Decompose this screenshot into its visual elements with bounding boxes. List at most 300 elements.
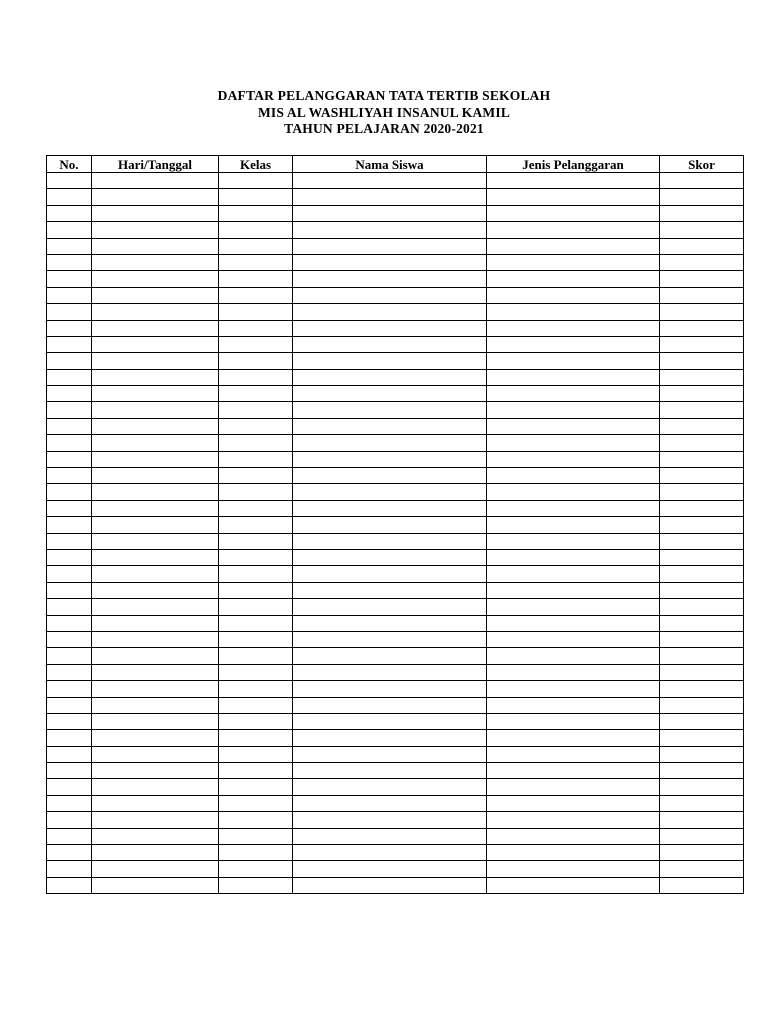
table-cell[interactable] xyxy=(487,222,660,238)
table-cell[interactable] xyxy=(47,336,92,352)
table-row xyxy=(47,795,744,811)
column-header-score: Skor xyxy=(660,156,744,173)
table-cell[interactable] xyxy=(660,402,744,418)
table-cell[interactable] xyxy=(487,418,660,434)
table-cell[interactable] xyxy=(92,812,219,828)
table-cell[interactable] xyxy=(47,189,92,205)
table-cell[interactable] xyxy=(47,763,92,779)
table-cell[interactable] xyxy=(487,451,660,467)
table-cell[interactable] xyxy=(660,795,744,811)
table-cell[interactable] xyxy=(92,386,219,402)
table-cell[interactable] xyxy=(293,468,487,484)
table-cell[interactable] xyxy=(47,418,92,434)
table-cell[interactable] xyxy=(293,795,487,811)
table-cell[interactable] xyxy=(487,845,660,861)
table-cell[interactable] xyxy=(293,648,487,664)
table-cell[interactable] xyxy=(219,386,293,402)
table-cell[interactable] xyxy=(92,713,219,729)
table-cell[interactable] xyxy=(219,173,293,189)
table-cell[interactable] xyxy=(293,631,487,647)
table-row xyxy=(47,205,744,221)
table-cell[interactable] xyxy=(487,320,660,336)
table-row xyxy=(47,353,744,369)
table-cell[interactable] xyxy=(219,713,293,729)
table-cell[interactable] xyxy=(660,386,744,402)
table-cell[interactable] xyxy=(92,500,219,516)
table-cell[interactable] xyxy=(293,599,487,615)
table-row xyxy=(47,336,744,352)
table-cell[interactable] xyxy=(660,468,744,484)
table-cell[interactable] xyxy=(92,549,219,565)
table-cell[interactable] xyxy=(219,336,293,352)
table-cell[interactable] xyxy=(487,631,660,647)
table-cell[interactable] xyxy=(219,599,293,615)
table-cell[interactable] xyxy=(47,828,92,844)
table-cell[interactable] xyxy=(487,713,660,729)
table-cell[interactable] xyxy=(47,173,92,189)
table-cell[interactable] xyxy=(293,500,487,516)
table-cell[interactable] xyxy=(92,304,219,320)
table-row xyxy=(47,730,744,746)
table-cell[interactable] xyxy=(660,353,744,369)
table-cell[interactable] xyxy=(660,533,744,549)
table-cell[interactable] xyxy=(92,861,219,877)
table-cell[interactable] xyxy=(92,418,219,434)
table-cell[interactable] xyxy=(92,451,219,467)
table-cell[interactable] xyxy=(47,599,92,615)
table-cell[interactable] xyxy=(92,222,219,238)
table-cell[interactable] xyxy=(92,173,219,189)
table-cell[interactable] xyxy=(293,336,487,352)
table-cell[interactable] xyxy=(660,549,744,565)
table-cell[interactable] xyxy=(293,205,487,221)
table-cell[interactable] xyxy=(660,615,744,631)
table-cell[interactable] xyxy=(92,795,219,811)
table-row xyxy=(47,877,744,893)
table-cell[interactable] xyxy=(660,713,744,729)
table-cell[interactable] xyxy=(47,484,92,500)
table-cell[interactable] xyxy=(92,533,219,549)
table-row xyxy=(47,615,744,631)
table-cell[interactable] xyxy=(47,238,92,254)
table-cell[interactable] xyxy=(660,173,744,189)
table-cell[interactable] xyxy=(47,648,92,664)
table-cell[interactable] xyxy=(487,566,660,582)
table-cell[interactable] xyxy=(293,877,487,893)
table-cell[interactable] xyxy=(219,828,293,844)
table-cell[interactable] xyxy=(219,402,293,418)
table-cell[interactable] xyxy=(487,173,660,189)
table-cell[interactable] xyxy=(660,648,744,664)
table-cell[interactable] xyxy=(219,681,293,697)
table-cell[interactable] xyxy=(47,615,92,631)
table-cell[interactable] xyxy=(293,353,487,369)
table-cell[interactable] xyxy=(47,631,92,647)
table-row xyxy=(47,402,744,418)
table-cell[interactable] xyxy=(487,533,660,549)
table-cell[interactable] xyxy=(47,320,92,336)
table-row xyxy=(47,697,744,713)
table-cell[interactable] xyxy=(92,648,219,664)
table-cell[interactable] xyxy=(47,746,92,762)
table-cell[interactable] xyxy=(660,779,744,795)
table-cell[interactable] xyxy=(293,812,487,828)
table-cell[interactable] xyxy=(293,304,487,320)
table-cell[interactable] xyxy=(487,861,660,877)
table-cell[interactable] xyxy=(660,287,744,303)
table-cell[interactable] xyxy=(219,533,293,549)
table-cell[interactable] xyxy=(219,320,293,336)
table-cell[interactable] xyxy=(47,435,92,451)
table-cell[interactable] xyxy=(47,566,92,582)
table-cell[interactable] xyxy=(293,517,487,533)
table-cell[interactable] xyxy=(92,681,219,697)
table-cell[interactable] xyxy=(219,254,293,270)
table-cell[interactable] xyxy=(47,468,92,484)
violation-table xyxy=(46,155,744,894)
table-cell[interactable] xyxy=(487,615,660,631)
table-cell[interactable] xyxy=(47,795,92,811)
table-cell[interactable] xyxy=(660,418,744,434)
table-cell[interactable] xyxy=(219,746,293,762)
table-cell[interactable] xyxy=(293,664,487,680)
table-cell[interactable] xyxy=(47,369,92,385)
table-cell[interactable] xyxy=(660,697,744,713)
table-cell[interactable] xyxy=(293,189,487,205)
table-cell[interactable] xyxy=(47,877,92,893)
table-row xyxy=(47,320,744,336)
table-cell[interactable] xyxy=(660,254,744,270)
table-cell[interactable] xyxy=(293,549,487,565)
table-cell[interactable] xyxy=(660,517,744,533)
table-cell[interactable] xyxy=(92,631,219,647)
table-cell[interactable] xyxy=(660,205,744,221)
table-cell[interactable] xyxy=(487,697,660,713)
table-cell[interactable] xyxy=(293,533,487,549)
table-cell[interactable] xyxy=(92,205,219,221)
column-header-student-name: Nama Siswa xyxy=(293,156,487,173)
table-cell[interactable] xyxy=(487,877,660,893)
table-cell[interactable] xyxy=(293,287,487,303)
table-cell[interactable] xyxy=(293,713,487,729)
table-cell[interactable] xyxy=(487,205,660,221)
table-cell[interactable] xyxy=(660,238,744,254)
table-cell[interactable] xyxy=(293,369,487,385)
table-row xyxy=(47,222,744,238)
table-cell[interactable] xyxy=(660,812,744,828)
table-cell[interactable] xyxy=(293,238,487,254)
table-cell[interactable] xyxy=(660,271,744,287)
table-cell[interactable] xyxy=(219,664,293,680)
table-cell[interactable] xyxy=(660,451,744,467)
table-cell[interactable] xyxy=(92,189,219,205)
table-cell[interactable] xyxy=(47,451,92,467)
table-cell[interactable] xyxy=(219,779,293,795)
table-cell[interactable] xyxy=(47,779,92,795)
table-cell[interactable] xyxy=(487,304,660,320)
table-cell[interactable] xyxy=(487,549,660,565)
table-cell[interactable] xyxy=(487,730,660,746)
table-cell[interactable] xyxy=(660,500,744,516)
table-cell[interactable] xyxy=(487,238,660,254)
table-cell[interactable] xyxy=(219,418,293,434)
table-cell[interactable] xyxy=(92,435,219,451)
table-cell[interactable] xyxy=(219,845,293,861)
table-cell[interactable] xyxy=(293,730,487,746)
table-cell[interactable] xyxy=(47,287,92,303)
table-cell[interactable] xyxy=(219,697,293,713)
table-cell[interactable] xyxy=(92,287,219,303)
table-cell[interactable] xyxy=(487,681,660,697)
table-cell[interactable] xyxy=(47,713,92,729)
table-cell[interactable] xyxy=(660,746,744,762)
table-row xyxy=(47,254,744,270)
table-cell[interactable] xyxy=(487,386,660,402)
table-row xyxy=(47,631,744,647)
table-cell[interactable] xyxy=(92,369,219,385)
table-cell[interactable] xyxy=(92,845,219,861)
table-cell[interactable] xyxy=(47,664,92,680)
table-row xyxy=(47,861,744,877)
table-cell[interactable] xyxy=(487,599,660,615)
table-cell[interactable] xyxy=(92,697,219,713)
table-cell[interactable] xyxy=(660,222,744,238)
table-cell[interactable] xyxy=(293,763,487,779)
table-cell[interactable] xyxy=(219,287,293,303)
table-cell[interactable] xyxy=(293,845,487,861)
table-cell[interactable] xyxy=(47,517,92,533)
table-cell[interactable] xyxy=(293,779,487,795)
table-cell[interactable] xyxy=(487,435,660,451)
table-row xyxy=(47,566,744,582)
table-cell[interactable] xyxy=(487,484,660,500)
table-cell[interactable] xyxy=(92,468,219,484)
column-header-class: Kelas xyxy=(219,156,293,173)
table-cell[interactable] xyxy=(487,254,660,270)
table-cell[interactable] xyxy=(47,812,92,828)
table-cell[interactable] xyxy=(47,205,92,221)
table-cell[interactable] xyxy=(487,664,660,680)
table-cell[interactable] xyxy=(487,517,660,533)
table-cell[interactable] xyxy=(219,730,293,746)
table-cell[interactable] xyxy=(92,271,219,287)
table-cell[interactable] xyxy=(660,189,744,205)
table-row xyxy=(47,713,744,729)
table-cell[interactable] xyxy=(487,779,660,795)
table-cell[interactable] xyxy=(487,582,660,598)
table-cell[interactable] xyxy=(660,763,744,779)
table-cell[interactable] xyxy=(92,402,219,418)
table-row xyxy=(47,664,744,680)
table-cell[interactable] xyxy=(487,271,660,287)
column-header-date: Hari/Tanggal xyxy=(92,156,219,173)
table-cell[interactable] xyxy=(47,549,92,565)
table-row xyxy=(47,648,744,664)
table-cell[interactable] xyxy=(487,353,660,369)
table-cell[interactable] xyxy=(47,582,92,598)
table-cell[interactable] xyxy=(660,631,744,647)
table-cell[interactable] xyxy=(293,271,487,287)
table-cell[interactable] xyxy=(219,631,293,647)
table-cell[interactable] xyxy=(487,500,660,516)
table-cell[interactable] xyxy=(47,861,92,877)
table-row xyxy=(47,173,744,189)
table-cell[interactable] xyxy=(293,582,487,598)
table-cell[interactable] xyxy=(660,304,744,320)
table-cell[interactable] xyxy=(219,582,293,598)
table-cell[interactable] xyxy=(219,238,293,254)
table-cell[interactable] xyxy=(293,173,487,189)
table-cell[interactable] xyxy=(293,254,487,270)
table-row xyxy=(47,484,744,500)
table-cell[interactable] xyxy=(219,566,293,582)
table-cell[interactable] xyxy=(47,222,92,238)
table-cell[interactable] xyxy=(92,763,219,779)
table-cell[interactable] xyxy=(219,189,293,205)
table-cell[interactable] xyxy=(487,402,660,418)
table-cell[interactable] xyxy=(293,681,487,697)
table-cell[interactable] xyxy=(660,730,744,746)
table-cell[interactable] xyxy=(92,582,219,598)
table-cell[interactable] xyxy=(92,320,219,336)
table-cell[interactable] xyxy=(92,238,219,254)
table-cell[interactable] xyxy=(92,484,219,500)
table-cell[interactable] xyxy=(92,566,219,582)
table-cell[interactable] xyxy=(660,861,744,877)
table-cell[interactable] xyxy=(219,877,293,893)
table-cell[interactable] xyxy=(47,697,92,713)
table-cell[interactable] xyxy=(92,779,219,795)
table-cell[interactable] xyxy=(293,320,487,336)
table-cell[interactable] xyxy=(293,418,487,434)
table-row xyxy=(47,845,744,861)
table-row xyxy=(47,238,744,254)
table-cell[interactable] xyxy=(92,828,219,844)
table-cell[interactable] xyxy=(660,484,744,500)
table-row xyxy=(47,189,744,205)
table-cell[interactable] xyxy=(92,746,219,762)
table-cell[interactable] xyxy=(660,435,744,451)
table-cell[interactable] xyxy=(219,484,293,500)
table-cell[interactable] xyxy=(487,828,660,844)
table-cell[interactable] xyxy=(660,599,744,615)
table-cell[interactable] xyxy=(47,254,92,270)
table-cell[interactable] xyxy=(660,681,744,697)
table-cell[interactable] xyxy=(219,648,293,664)
table-cell[interactable] xyxy=(660,320,744,336)
table-cell[interactable] xyxy=(293,828,487,844)
table-cell[interactable] xyxy=(219,549,293,565)
table-cell[interactable] xyxy=(47,271,92,287)
table-cell[interactable] xyxy=(92,599,219,615)
table-cell[interactable] xyxy=(660,664,744,680)
table-cell[interactable] xyxy=(47,500,92,516)
table-cell[interactable] xyxy=(293,386,487,402)
table-cell[interactable] xyxy=(660,566,744,582)
table-cell[interactable] xyxy=(487,336,660,352)
table-cell[interactable] xyxy=(487,795,660,811)
table-cell[interactable] xyxy=(92,877,219,893)
table-row xyxy=(47,763,744,779)
table-row xyxy=(47,533,744,549)
table-cell[interactable] xyxy=(92,664,219,680)
table-cell[interactable] xyxy=(92,730,219,746)
table-cell[interactable] xyxy=(47,386,92,402)
table-cell[interactable] xyxy=(487,468,660,484)
table-cell[interactable] xyxy=(219,517,293,533)
document-title xyxy=(0,88,768,138)
table-cell[interactable] xyxy=(487,746,660,762)
table-cell[interactable] xyxy=(219,861,293,877)
table-cell[interactable] xyxy=(219,451,293,467)
table-cell[interactable] xyxy=(219,500,293,516)
table-cell[interactable] xyxy=(293,451,487,467)
table-cell[interactable] xyxy=(487,369,660,385)
table-cell[interactable] xyxy=(219,468,293,484)
table-cell[interactable] xyxy=(219,812,293,828)
table-cell[interactable] xyxy=(219,304,293,320)
table-cell[interactable] xyxy=(92,336,219,352)
table-cell[interactable] xyxy=(219,271,293,287)
table-cell[interactable] xyxy=(92,353,219,369)
table-cell[interactable] xyxy=(487,189,660,205)
table-row xyxy=(47,746,744,762)
table-cell[interactable] xyxy=(219,222,293,238)
table-cell[interactable] xyxy=(92,517,219,533)
table-cell[interactable] xyxy=(219,353,293,369)
table-cell[interactable] xyxy=(47,304,92,320)
table-row xyxy=(47,517,744,533)
table-cell[interactable] xyxy=(660,582,744,598)
table-cell[interactable] xyxy=(219,435,293,451)
table-cell[interactable] xyxy=(219,615,293,631)
table-cell[interactable] xyxy=(293,615,487,631)
table-cell[interactable] xyxy=(293,222,487,238)
table-cell[interactable] xyxy=(92,615,219,631)
table-cell[interactable] xyxy=(487,763,660,779)
table-cell[interactable] xyxy=(219,795,293,811)
table-cell[interactable] xyxy=(487,648,660,664)
table-row xyxy=(47,599,744,615)
table-cell[interactable] xyxy=(293,566,487,582)
table-cell[interactable] xyxy=(47,845,92,861)
table-cell[interactable] xyxy=(47,533,92,549)
table-cell[interactable] xyxy=(293,746,487,762)
table-cell[interactable] xyxy=(660,369,744,385)
table-cell[interactable] xyxy=(293,435,487,451)
table-cell[interactable] xyxy=(293,484,487,500)
table-cell[interactable] xyxy=(660,828,744,844)
school-name: MIS AL WASHLIYAH INSANUL KAMIL xyxy=(257,104,511,120)
table-cell[interactable] xyxy=(219,369,293,385)
table-cell[interactable] xyxy=(487,287,660,303)
table-cell[interactable] xyxy=(660,877,744,893)
table-cell[interactable] xyxy=(47,353,92,369)
table-cell[interactable] xyxy=(293,402,487,418)
table-cell[interactable] xyxy=(293,697,487,713)
table-cell[interactable] xyxy=(660,336,744,352)
table-cell[interactable] xyxy=(47,681,92,697)
table-cell[interactable] xyxy=(487,812,660,828)
table-cell[interactable] xyxy=(660,845,744,861)
table-cell[interactable] xyxy=(47,730,92,746)
table-cell[interactable] xyxy=(219,763,293,779)
table-cell[interactable] xyxy=(219,205,293,221)
table-cell[interactable] xyxy=(293,861,487,877)
table-row xyxy=(47,451,744,467)
table-cell[interactable] xyxy=(92,254,219,270)
table-cell[interactable] xyxy=(47,402,92,418)
